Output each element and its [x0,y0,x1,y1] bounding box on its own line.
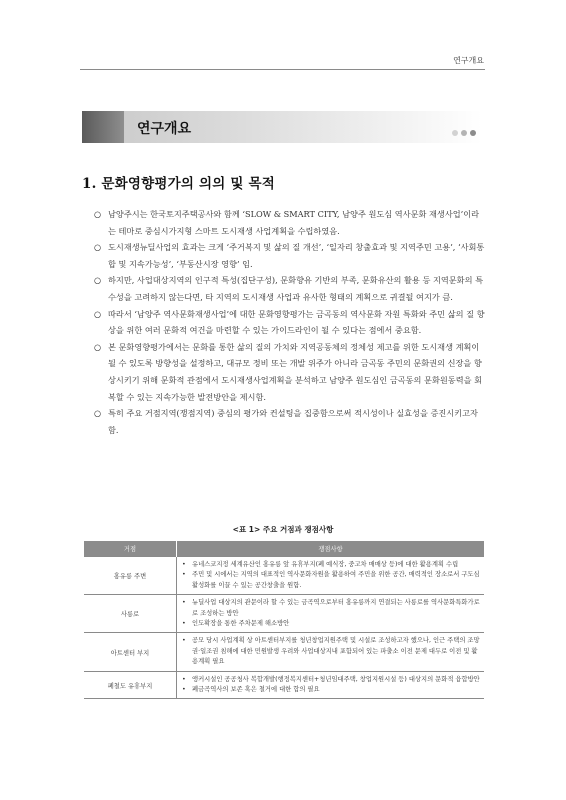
issue-item [181,619,480,629]
issue-text: 주민 및 시에서는 지역의 대표적인 역사문화자원을 활용하여 주민을 위한 공간, 매력적인 장소로서 구도심 활성화를 이끌 수 있는 공간창출을 원함. [192,571,480,589]
bullet-item [94,239,486,272]
bullet-list [94,206,486,438]
issue-item [181,675,480,685]
issue-text: 유네스코지정 세계유산인 홍유릉 앞 유휴부지(폐 예식장, 중고차 매매상 등)에 대한 활용계획 수립 [192,561,459,568]
issue-text: 공모 당시 사업계획 상 아트센터부지를 청년창업지원주택 및 시설로 조성하고자 했으나, 인근 주택의 조망권·일조권 침해에 대한 민원발생 우려와 사업대상지내 포함되어 있는 파출소 이전 문제 대두로 이전 및 활용계획 필요 [192,637,480,666]
dot-bullet-icon: • [182,571,186,579]
bullet-text: 본 문화영향평가에서는 문화를 통한 삶의 질의 가치와 지역공동체의 정체성 제고를 위한 도시재생 계획이 될 수 있도록 방향성을 설정하고, 대규모 정비 또는 개발 위주가 아니라 금곡동 주민의 문화권의 신장을 향상시키기 위해 문화적 관점에서 도시재생사업계획을 분석하고 남양주 원도심인 금곡동의 문화원동력을 회복할 수 있는 지속가능한 발전방안을 제시함. [108,341,483,402]
issue-item [181,598,480,619]
dot-bullet-icon: • [182,686,186,694]
dot-bullet-icon: • [182,599,186,607]
key-sites-table [84,541,484,699]
banner-dot [452,130,458,136]
issue-item [181,685,480,695]
banner-dot [461,130,467,136]
bullet-item [94,405,486,438]
table-row [84,557,484,595]
table-row [84,595,484,633]
issue-item [181,570,480,591]
issue-item [181,636,480,667]
site-name-cell: 사릉로 [84,595,177,633]
table-header-row [84,541,484,557]
issue-text: 뉴딜사업 대상지의 관문이라 할 수 있는 금곡역으로부터 홍유릉까지 연결되는 사릉로를 역사문화특화가로로 조성하는 방안 [192,599,480,617]
issue-text: 폐금곡역사의 보존 혹은 철거에 대한 합의 필요 [192,686,320,694]
table-row [84,633,484,671]
circle-bullet-icon: ○ [94,275,102,286]
issue-item [181,560,480,570]
dot-bullet-icon: • [182,675,186,683]
dot-bullet-icon: • [182,620,186,628]
chapter-banner [82,111,482,143]
bullet-item [94,339,486,405]
bullet-text: 남양주시는 한국토지주택공사와 함께 ‘SLOW & SMART CITY, 남양주 원도심 역사문화 재생사업’이라는 테마로 중심시가지형 스마트 도시재생 사업계획을 수립하였음. [108,209,480,236]
site-name-cell: 아트센터 부지 [84,633,177,671]
banner-dark-block [82,111,124,143]
banner-dots [452,130,476,136]
issues-cell [177,595,485,633]
column-header-issues: 쟁점사항 [177,541,485,557]
circle-bullet-icon: ○ [94,408,102,419]
bullet-text: 따라서 ‘남양주 역사문화재생사업’에 대한 문화영향평가는 금곡동의 역사문화 자원 특화와 주민 삶의 질 향상을 위한 여러 문화적 여건을 마련할 수 있는 가이드라인이 될 수 있다는 점에서 중요함. [108,308,485,336]
bullet-item [94,306,486,339]
bullet-text: 하지만, 사업대상지역의 인구적 특성(집단구성), 문화향유 기반의 부족, 문화유산의 활용 등 지역문화의 특수성을 고려하지 않는다면, 타 지역의 도시재생 사업과 유사한 형태의 계획으로 귀결될 여지가 큼. [108,275,484,302]
circle-bullet-icon: ○ [94,242,102,253]
banner-dot [470,130,476,136]
bullet-item [94,206,486,239]
site-name-cell: 폐철도 유휴부지 [84,671,177,699]
bullet-text: 도시재생뉴딜사업의 효과는 크게 ‘주거복지 및 삶의 질 개선’, ‘일자리 창출효과 및 지역주민 고용’, ‘사회통합 및 지속가능성’, ‘부동산시장 영향’ 임. [108,242,485,269]
table-row [84,671,484,699]
circle-bullet-icon: ○ [94,341,102,352]
dot-bullet-icon: • [182,561,186,568]
bullet-text: 특히 주요 거점지역(쟁점지역) 중심의 평가와 컨설팅을 집중함으로써 적시성이나 실효성을 증진시키고자 함. [108,408,478,435]
circle-bullet-icon: ○ [94,308,102,319]
header-rule [80,69,485,70]
issues-cell [177,557,485,595]
issue-text: 인도확장을 통한 주차문제 해소방안 [192,620,290,628]
site-name-cell: 홍유릉 주변 [84,557,177,595]
column-header-site: 거점 [84,541,177,557]
table-caption: <표 1> 주요 거점과 쟁점사항 [232,525,334,534]
bullet-item [94,272,486,305]
circle-bullet-icon: ○ [94,209,102,219]
issue-text: 앵커시설인 공공청사 복합개발(행정복지센터+청년임대주택, 창업지원시설 등) 대상지의 문화적 융합방안 [192,675,480,683]
issues-cell [177,633,485,671]
section-title: 1. 문화영향평가의 의의 및 목적 [82,176,275,192]
issues-cell [177,671,485,699]
running-head: 연구개요 [453,56,484,65]
dot-bullet-icon: • [182,637,186,645]
chapter-title: 연구개요 [137,121,192,137]
